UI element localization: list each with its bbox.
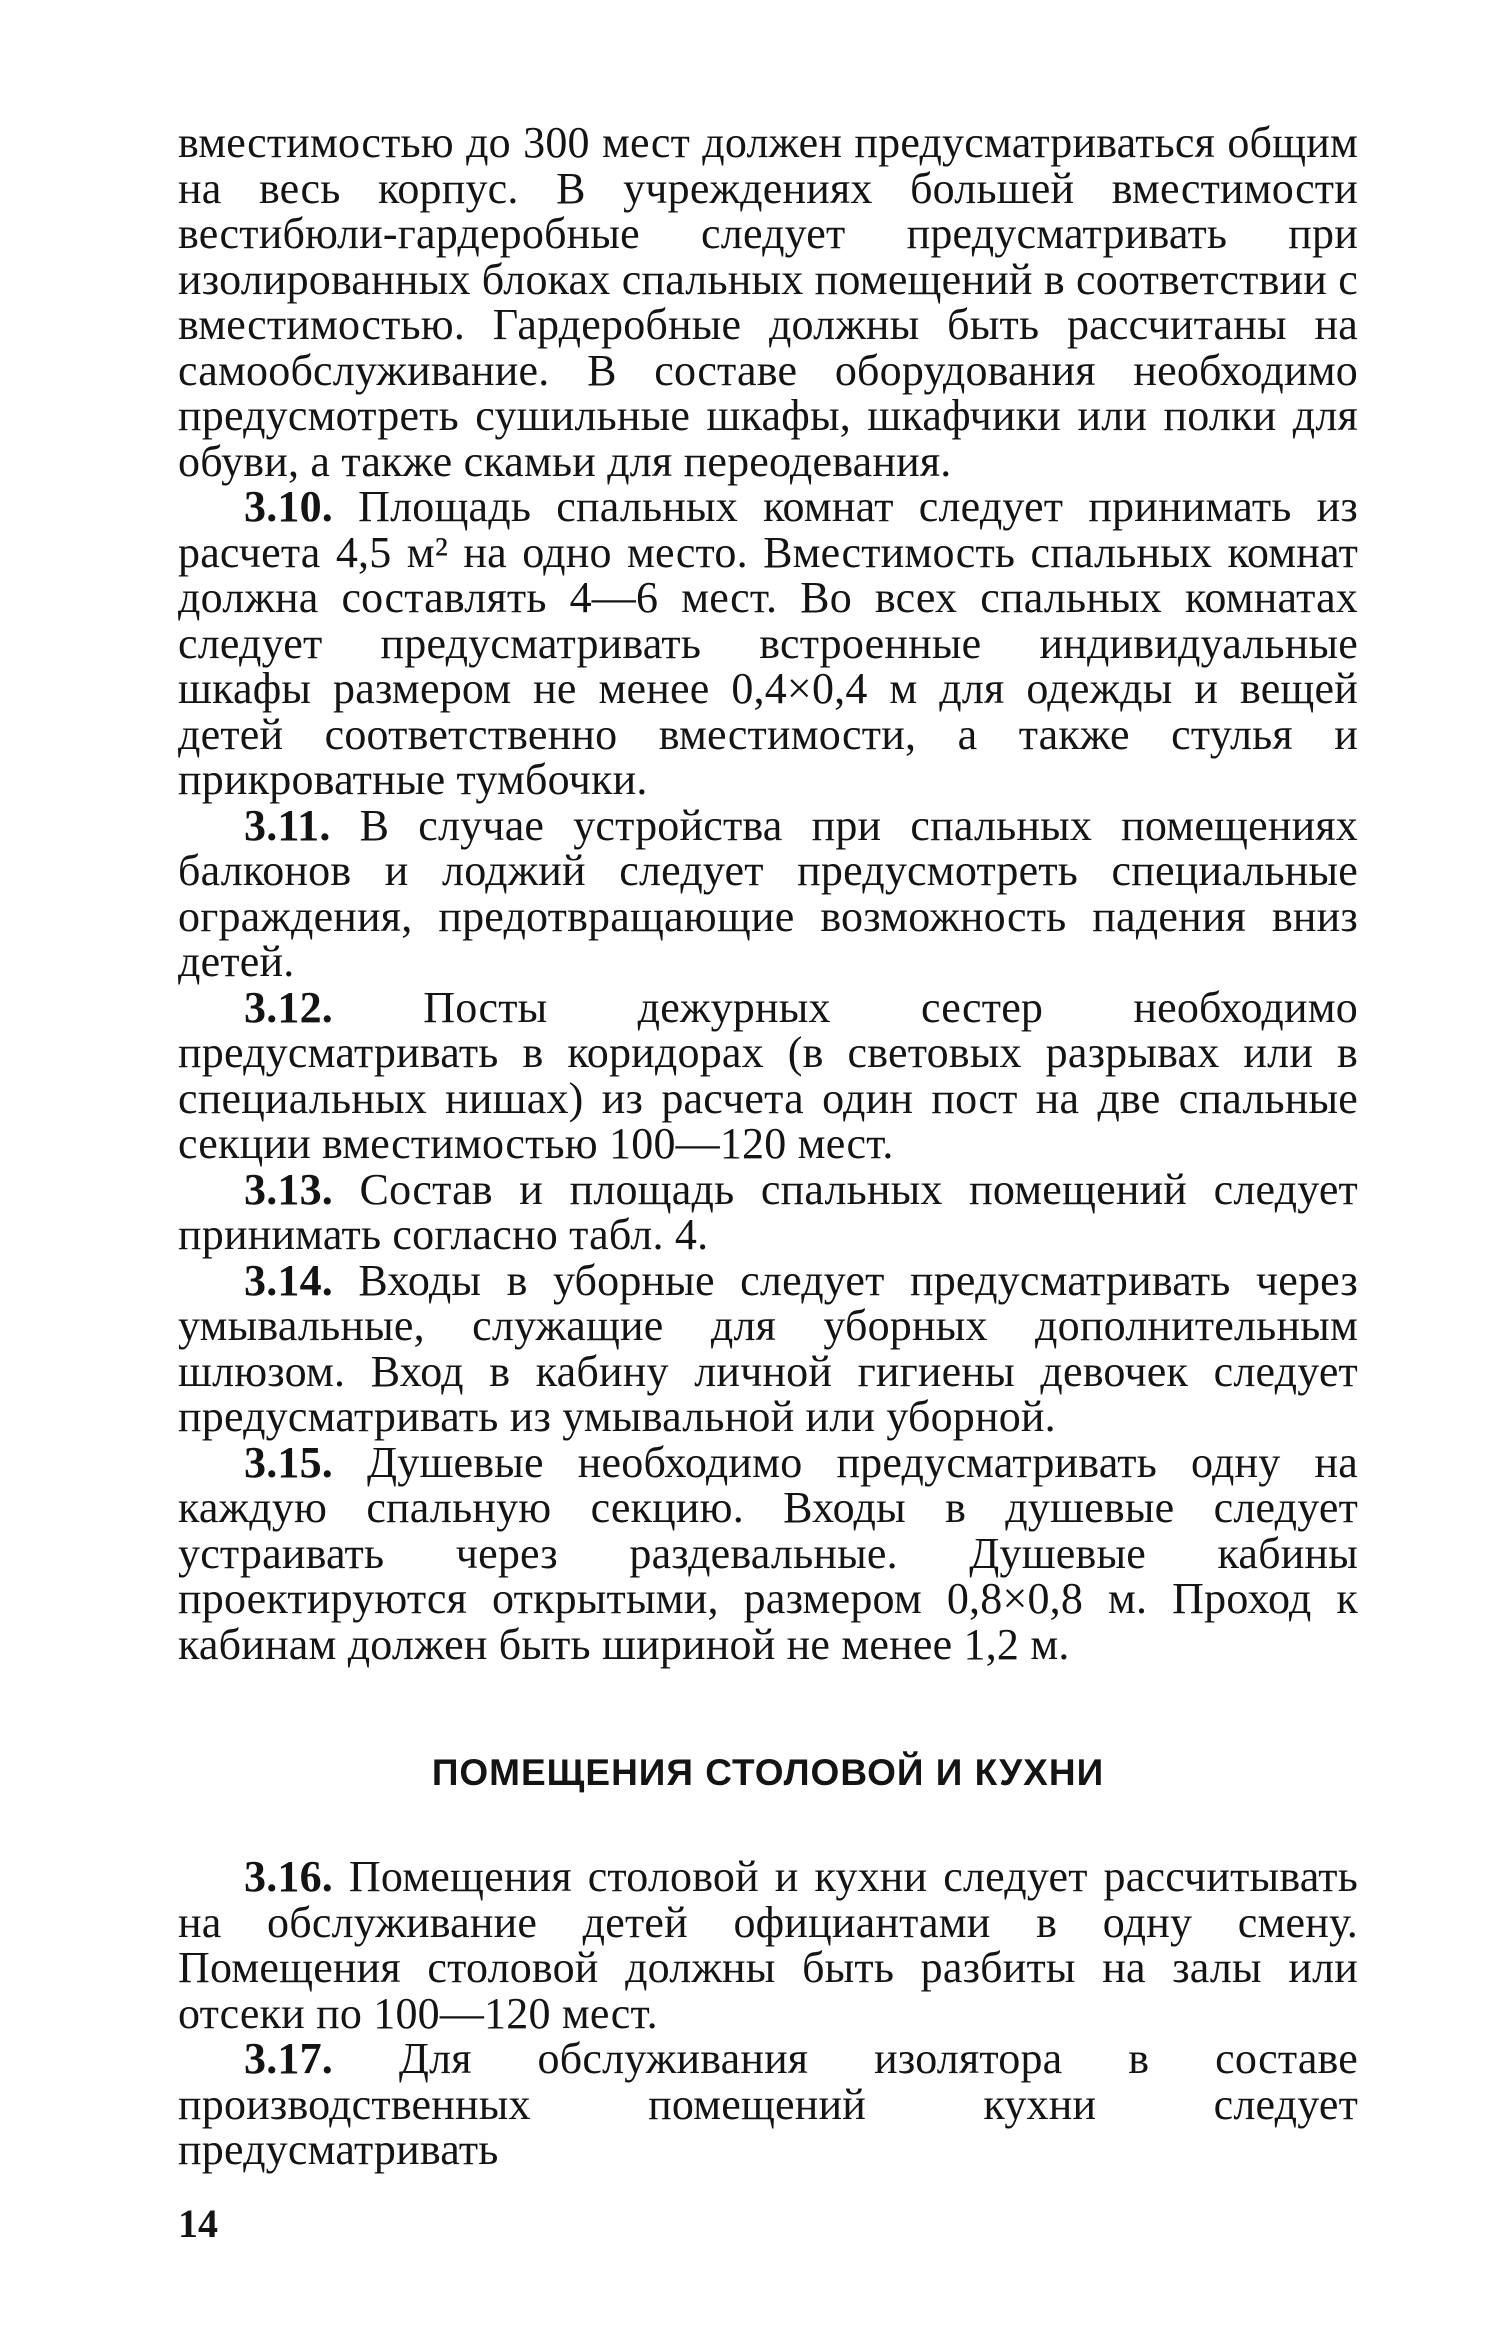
paragraph-3-12 bbox=[178, 982, 1358, 1168]
paragraph-3-15 bbox=[178, 1437, 1359, 1669]
paragraph-continuation bbox=[178, 120, 1358, 484]
paragraph-text: Состав и площадь спальных помещений следует принимать согласно табл. 4. bbox=[178, 1164, 1358, 1259]
paragraph-3-10 bbox=[178, 484, 1358, 803]
paragraph-number: 3.17. bbox=[244, 2034, 333, 2083]
paragraph-text: В случае устройства при спальных помещениях балконов и лоджий следует предусмотреть специальные ограждения, предотвращающие возможность падения вниз детей. bbox=[178, 800, 1358, 986]
paragraph-number: 3.13. bbox=[244, 1164, 333, 1214]
paragraph-text: Душевые необходимо предусматривать одну на каждую спальную секцию. Входы в душевые следует устраивать через раздевальные. Душевые кабины проектируются открытыми, размером 0,8×0,8 м. Проход к кабинам должен быть шириной не менее 1,2 м. bbox=[178, 1437, 1359, 1669]
section-heading: ПОМЕЩЕНИЯ СТОЛОВОЙ И КУХНИ bbox=[431, 1752, 1105, 1793]
paragraph-number: 3.11. bbox=[244, 800, 331, 850]
paragraph-number: 3.14. bbox=[244, 1255, 333, 1305]
paragraph-3-13 bbox=[178, 1164, 1358, 1259]
page-number: 14 bbox=[178, 2201, 218, 2246]
paragraph-number: 3.15. bbox=[244, 1437, 333, 1487]
paragraph-text: Входы в уборные следует предусматривать через умывальные, служащие для уборных дополнительным шлюзом. Вход в кабину личной гигиены девочек следует предусматривать из умывальной или уборной. bbox=[178, 1255, 1359, 1441]
paragraph-3-17 bbox=[178, 2036, 1358, 2173]
paragraph-number: 3.10. bbox=[244, 482, 333, 531]
paragraph-text: вместимостью до 300 мест должен предусматриваться общим на весь корпус. В учреждениях большей вместимости вестибюли-гардеробные следует предусматривать при изолированных блоках спальных помещений в соответствии с вместимостью. Гардеробные должны быть рассчитаны на самообслуживание. В составе оборудования необходимо предусмотреть сушильные шкафы, шкафчики или полки для обуви, а также скамьи для переодевания. bbox=[178, 118, 1358, 486]
paragraph-number: 3.12. bbox=[244, 982, 333, 1032]
paragraph-3-14 bbox=[178, 1255, 1359, 1441]
section-body bbox=[178, 1854, 1358, 2173]
paragraph-3-16 bbox=[178, 1854, 1358, 2036]
paragraph-number: 3.16. bbox=[244, 1852, 333, 1901]
paragraph-text: Помещения столовой и кухни следует рассчитывать на обслуживание детей официантами в одну смену. Помещения столовой должны быть разбиты на залы или отсеки по 100—120 мест. bbox=[178, 1852, 1358, 2038]
paragraph-text: Для обслуживания изолятора в составе производственных помещений кухни следует предусматривать bbox=[178, 2034, 1358, 2174]
paragraph-text: Посты дежурных сестер необходимо предусматривать в коридорах (в световых разрывах или в специальных нишах) из расчета один пост на две спальные секции вместимостью 100—120 мест. bbox=[178, 982, 1358, 1168]
section-heading-wrapper bbox=[178, 1752, 1358, 1794]
document-body bbox=[178, 120, 1358, 1667]
paragraph-3-11 bbox=[178, 800, 1358, 986]
paragraph-text: Площадь спальных комнат следует принимать из расчета 4,5 м² на одно место. Вместимость спальных комнат должна составлять 4—6 мест. Во всех спальных комнатах следует предусматривать встроенные индивидуальные шкафы размером не менее 0,4×0,4 м для одежды и вещей детей соответственно вместимости, а также стулья и прикроватные тумбочки. bbox=[178, 482, 1358, 804]
